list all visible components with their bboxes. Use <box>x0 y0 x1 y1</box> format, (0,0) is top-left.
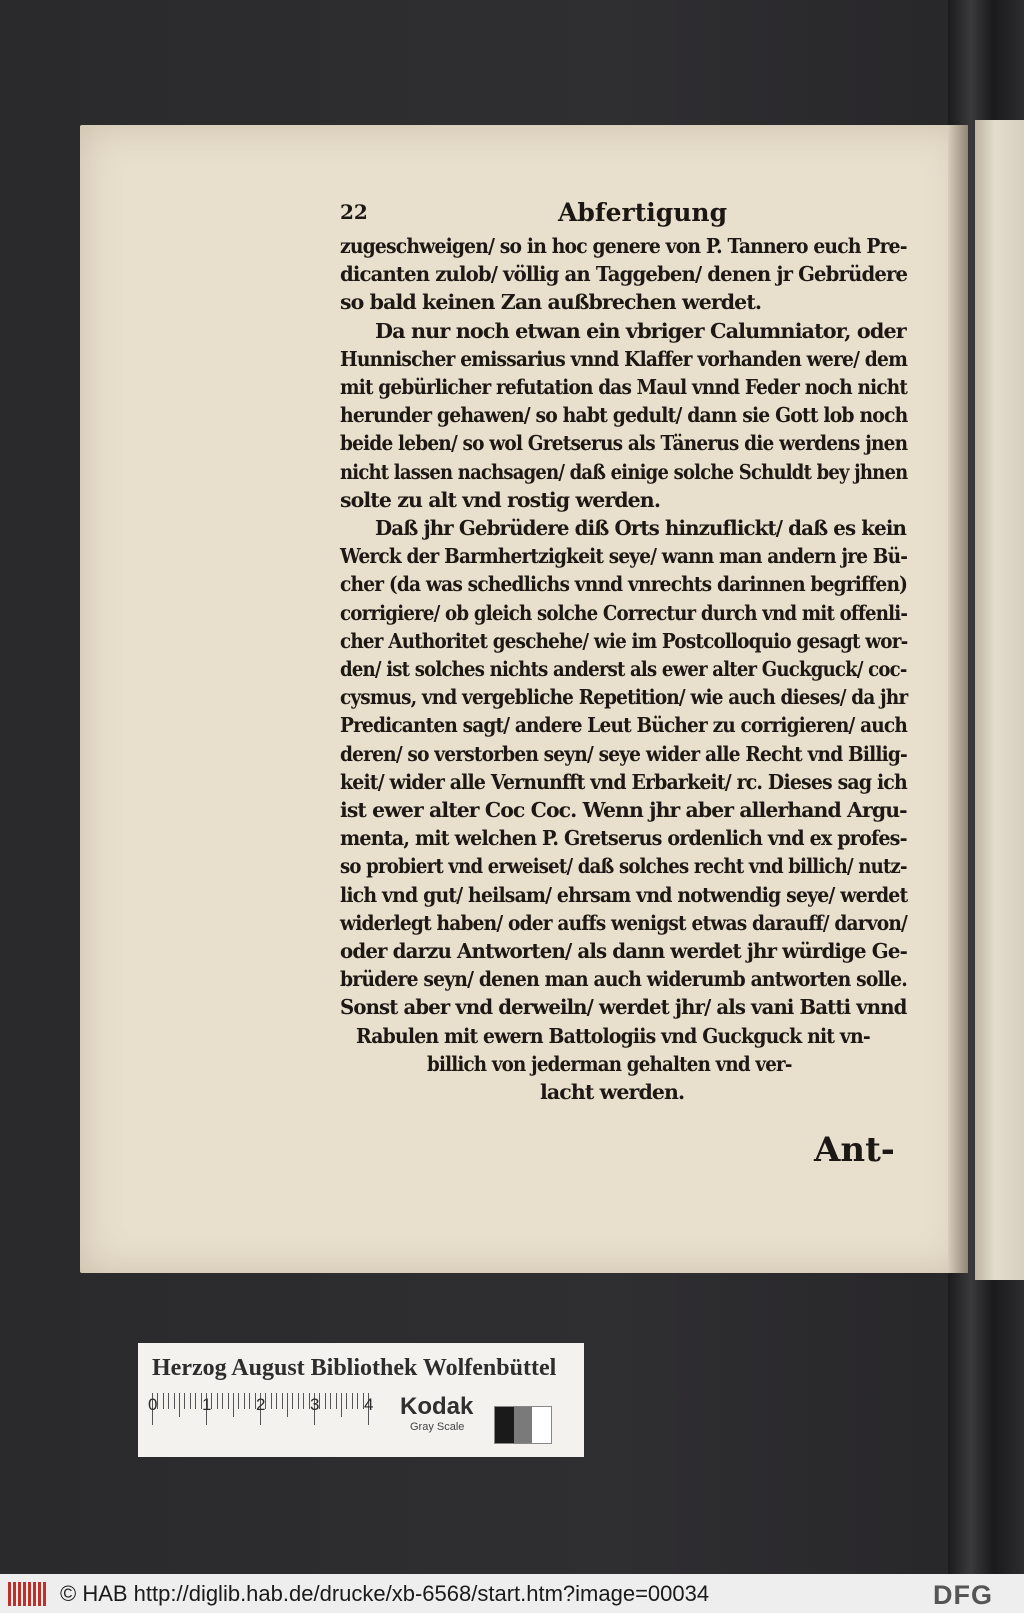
text-line: Werck der Barmhertzigkeit seye/ wann man andern jre Bü- <box>340 544 908 569</box>
text-line: Daß jhr Gebrüdere diß Orts hinzuflickt/ daß es kein <box>375 516 907 540</box>
footer-bar <box>0 1574 1024 1613</box>
ruler-number: 3 <box>310 1395 320 1414</box>
text-line: brüdere seyn/ denen man auch widerumb antworten solle. <box>340 967 907 992</box>
dfg-logo: DFG <box>933 1580 993 1610</box>
ruler-tick <box>330 1393 331 1409</box>
ruler-tick <box>184 1393 185 1409</box>
text-line: Predicanten sagt/ andere Leut Bücher zu corrigieren/ auch <box>340 713 908 738</box>
ruler-tick <box>195 1393 196 1409</box>
ruler-number: 4 <box>364 1395 374 1414</box>
ruler-tick <box>157 1393 158 1409</box>
ruler-tick <box>249 1393 250 1409</box>
ruler-tick <box>357 1393 358 1409</box>
text-line: widerlegt haben/ oder auffs wenigst etwas darauff/ darvon/ <box>340 910 908 935</box>
ruler-tick <box>319 1393 320 1409</box>
ruler-tick <box>228 1393 229 1409</box>
kodak-logo: Kodak <box>400 1393 474 1420</box>
gray-scale-patches <box>494 1406 552 1444</box>
text-line: billich von jederman gehalten vnd ver- <box>427 1051 792 1076</box>
ruler-number: 1 <box>202 1395 212 1414</box>
running-head: Abfertigung <box>558 198 728 227</box>
gray-scale-label: Gray Scale <box>410 1421 465 1433</box>
ruler-tick <box>325 1393 326 1409</box>
text-line: ist ewer alter Coc Coc. Wenn jhr aber allerhand Argu- <box>340 798 907 822</box>
text-line: deren/ so verstorben seyn/ seye wider alle Recht vnd Billig- <box>340 741 907 766</box>
text-line: Da nur noch etwan ein vbriger Calumniator, oder <box>375 318 906 343</box>
page-number: 22 <box>340 200 368 224</box>
next-page-edge <box>975 120 1024 1280</box>
text-line: herunder gehawen/ so habt gedult/ dann sie Gott lob noch <box>340 403 908 428</box>
text-line: mit gebürlicher refutation das Maul vnnd Feder noch nicht <box>340 375 908 399</box>
color-reference-card <box>138 1343 584 1457</box>
text-line: so probiert vnd erweiset/ daß solches recht vnd billich/ nutz- <box>340 854 907 879</box>
text-line: den/ ist solches nichts anderst als ewer alter Guckguck/ coc- <box>340 657 907 681</box>
text-line: lacht werden. <box>540 1080 685 1104</box>
ruler-tick <box>244 1393 245 1409</box>
text-line: cher Authoritet geschehe/ wie im Postcolloquio gesagt wor- <box>340 628 908 653</box>
ruler-tick <box>222 1393 223 1409</box>
text-line: solte zu alt vnd rostig werden. <box>340 487 661 512</box>
ruler-tick <box>352 1393 353 1409</box>
text-line: zugeschweigen/ so in hoc genere von P. Tannero euch Pre- <box>340 234 907 258</box>
ruler-tick <box>211 1393 212 1409</box>
ruler-tick <box>346 1393 347 1409</box>
catchword: Ant- <box>814 1130 895 1170</box>
copyright-link[interactable]: © HAB http://diglib.hab.de/drucke/xb-6568/start.htm?image=00034 <box>60 1581 710 1606</box>
text-line: keit/ wider alle Vernunfft vnd Erbarkeit/ rc. Dieses sag ich <box>340 769 907 794</box>
text-line: menta, mit welchen P. Gretserus ordenlich vnd ex profes- <box>340 826 907 851</box>
ruler-tick <box>217 1393 218 1409</box>
ruler-tick <box>276 1393 277 1409</box>
text-line: corrigiere/ ob gleich solche Correctur durch vnd mit offenli- <box>340 600 908 625</box>
text-line: cher (da was schedlichs vnnd vnrechts darinnen begriffen) <box>340 572 908 597</box>
ruler-tick <box>174 1393 175 1409</box>
page-header <box>340 200 890 230</box>
ruler-tick <box>163 1393 164 1409</box>
text-line: Rabulen mit ewern Battologiis vnd Guckguck nit vn- <box>356 1023 870 1048</box>
ruler-tick <box>282 1393 283 1409</box>
ruler-tick <box>179 1393 180 1417</box>
ruler-tick <box>168 1393 169 1409</box>
hab-logo-icon <box>8 1582 48 1606</box>
ruler-number: 0 <box>148 1395 158 1414</box>
ruler-tick <box>265 1393 266 1409</box>
text-line: oder darzu Antworten/ als dann werdet jhr würdige Ge- <box>340 939 907 963</box>
gray-patch-black <box>495 1407 514 1443</box>
ruler-tick <box>298 1393 299 1409</box>
library-name: Herzog August Bibliothek Wolfenbüttel <box>152 1355 557 1381</box>
page-gutter <box>948 125 968 1273</box>
ruler-tick <box>190 1393 191 1409</box>
text-line: so bald keinen Zan außbrechen werdet. <box>340 290 762 315</box>
text-line: Sonst aber vnd derweiln/ werdet jhr/ als vani Batti vnnd <box>340 995 907 1020</box>
text-line: dicanten zulob/ völlig an Taggeben/ denen jr Gebrüdere <box>340 262 908 287</box>
ruler-tick <box>341 1393 342 1417</box>
ruler-tick <box>238 1393 239 1409</box>
ruler-tick <box>336 1393 337 1409</box>
ruler-tick <box>303 1393 304 1409</box>
ruler-tick <box>287 1393 288 1417</box>
ruler-tick <box>271 1393 272 1409</box>
ruler-number: 2 <box>256 1395 266 1414</box>
text-line: cysmus, vnd vergebliche Repetition/ wie auch dieses/ da jhr <box>340 685 908 710</box>
text-line: beide leben/ so wol Gretserus als Tänerus die werdens jnen <box>340 431 908 456</box>
text-line: nicht lassen nachsagen/ daß einige solche Schuldt bey jhnen <box>340 459 908 484</box>
gray-patch-mid <box>514 1407 533 1443</box>
ruler-scale <box>152 1393 382 1427</box>
gray-patch-white <box>532 1407 551 1443</box>
ruler-tick <box>292 1393 293 1409</box>
text-line: Hunnischer emissarius vnnd Klaffer vorhanden were/ dem <box>340 346 908 371</box>
ruler-tick <box>233 1393 234 1417</box>
text-line: lich vnd gut/ heilsam/ ehrsam vnd notwendig seye/ werdet <box>340 882 908 907</box>
